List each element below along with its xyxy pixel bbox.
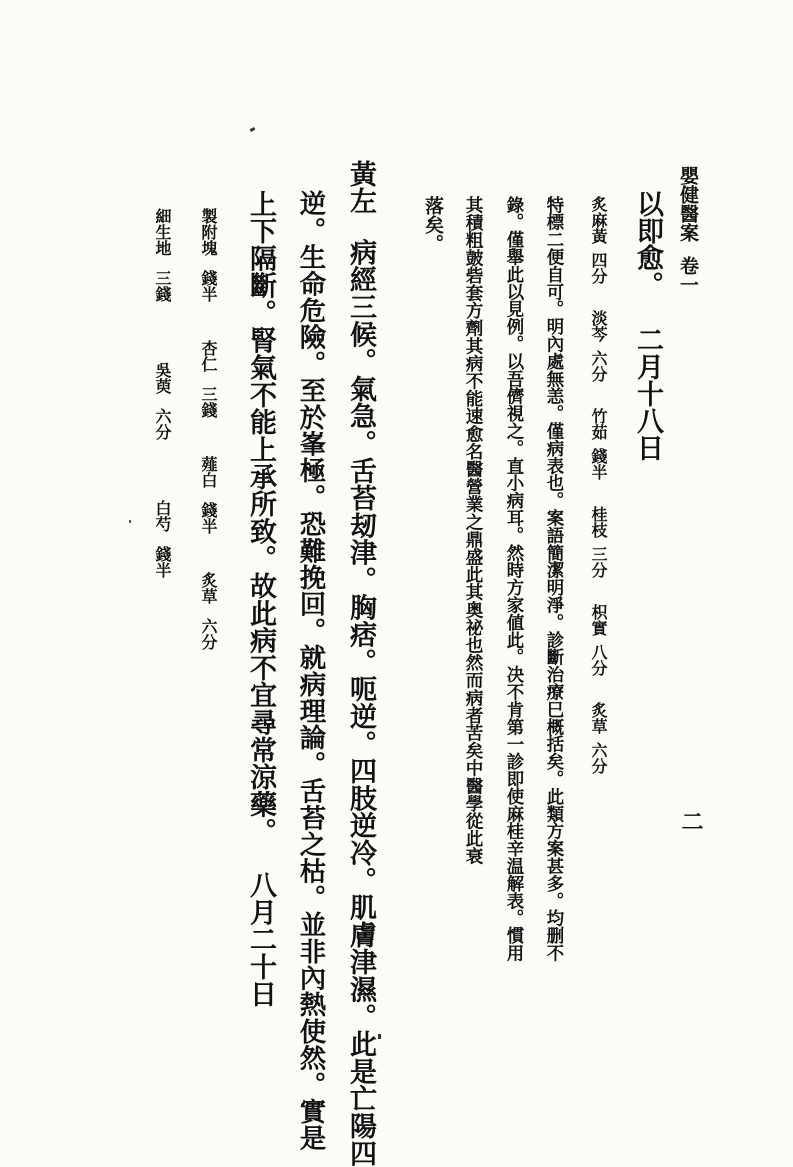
case2-prescription-row2: [150, 208, 174, 578]
case1-prescription: [586, 196, 610, 774]
case1-commentary-line: 其積粗皷砦套方劑其病不能速愈名醫營業之鼎盛此其奥祕也然而病者苦矣中醫學從此衰: [463, 196, 484, 865]
rx-herb: 枳實: [589, 604, 608, 636]
book-prefix: 嬰健: [677, 166, 699, 204]
print-speck: [378, 1034, 381, 1039]
print-speck: [129, 520, 131, 523]
volume-label: 卷一: [677, 256, 699, 294]
rx-dose: 六分: [589, 742, 608, 774]
rx-herb: 淡芩: [589, 310, 608, 342]
rx-dose: 錢半: [153, 546, 172, 578]
case2-third-line: [243, 190, 277, 1008]
rx-herb: 製附塊: [199, 208, 218, 256]
rx-dose: 八分: [589, 644, 608, 676]
case2-date: 八月二十日: [245, 871, 276, 1008]
case2-text-line: 上下隔斷。腎氣不能上承所致。故此病不宜尋常涼藥。: [245, 190, 276, 846]
rx-dose: 六分: [199, 618, 218, 650]
rx-herb: 竹茹: [589, 408, 608, 440]
page-number: 二: [678, 810, 704, 832]
rx-herb: 炙草: [199, 572, 218, 604]
print-speck: [250, 127, 256, 132]
rx-dose: 六分: [153, 408, 172, 440]
rx-herb: 吳萸: [153, 362, 172, 394]
rx-herb: 桂枝: [589, 506, 608, 538]
rx-dose: 三錢: [153, 270, 172, 302]
rx-dose: 錢半: [589, 448, 608, 480]
rx-dose: 錢半: [199, 502, 218, 534]
rx-dose: 三分: [589, 546, 608, 578]
rx-herb: 薤白: [199, 456, 218, 488]
case1-commentary-line: 特標二便自可。明內處無恙。僅病表也。案語簡潔明淨。診斷治療巳概括矣。此類方案甚多。均删不: [543, 196, 563, 962]
rx-dose: 錢半: [199, 270, 218, 302]
rx-dose: 六分: [589, 350, 608, 382]
running-header: [675, 166, 702, 294]
rx-dose: 三錢: [199, 386, 218, 418]
case1-closing-line: [630, 190, 664, 461]
book-title: 醫案: [677, 204, 699, 242]
case1-commentary-line: 落矣。: [422, 196, 444, 253]
case1-commentary-line: 錄。僅舉此以見例。以吾儕視之。直小病耳。然時方家値此。决不肯第一診即使麻桂辛温解表。慣用: [503, 196, 523, 962]
rx-herb: 炙麻黃: [589, 196, 608, 244]
rx-herb: 細生地: [153, 208, 172, 256]
rx-herb: 炙草: [589, 702, 608, 734]
case2-text-line: 病經三候。氣急。舌苔刼津。胸痞。呃逆。四肢逆冷。肌膚津濕。此是亡陽四: [345, 238, 376, 1167]
rx-dose: 四分: [589, 252, 608, 284]
rx-herb: 白芍: [153, 500, 172, 532]
case1-closing: 以即愈。: [632, 190, 663, 298]
case2-first-line: [343, 160, 377, 1167]
case2-patient: 黃左: [345, 160, 376, 215]
case1-date: 二月十八日: [632, 326, 663, 461]
case2-text-line: 逆。生命危險。至於峯極。恐難挽回。就病理論。舌苔之枯。並非內熱使然。實是: [295, 190, 326, 1152]
case2-prescription-row1: [196, 208, 220, 650]
rx-herb: 杏仁: [199, 340, 218, 372]
